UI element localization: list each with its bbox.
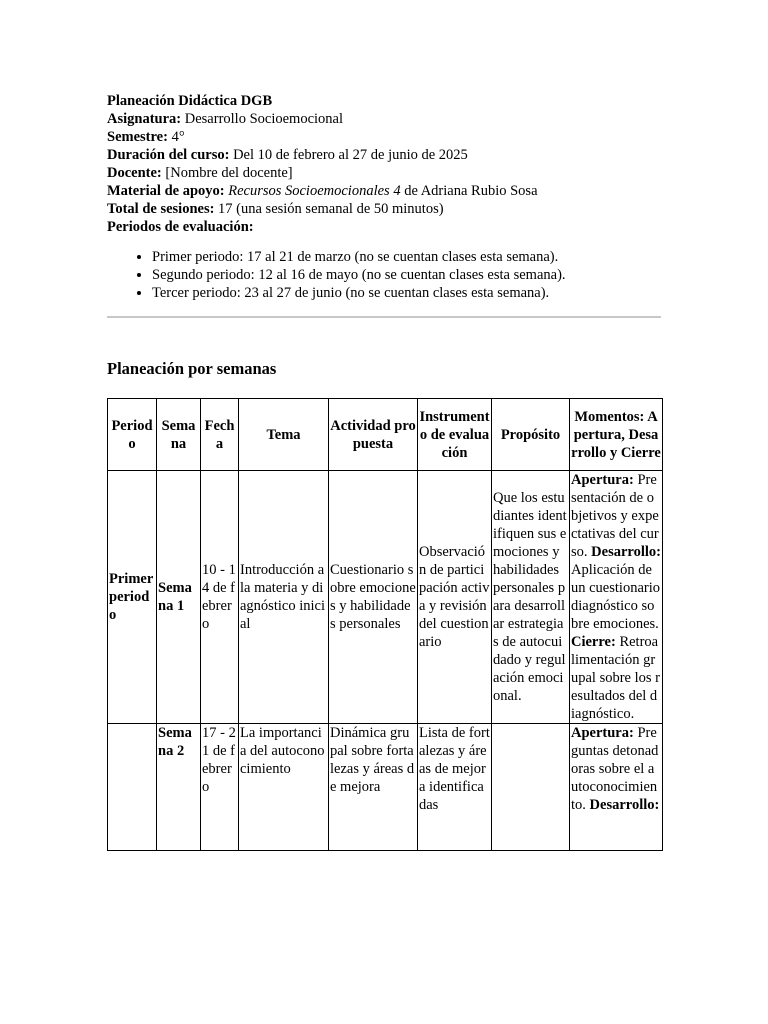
column-header-periodo: Periodo [108, 399, 157, 471]
cell-instrumento: Observación de participación activa y revisión del cuestionario [418, 471, 492, 724]
periodos-list [107, 248, 663, 302]
cell-fecha: 17 - 21 de febrero [201, 724, 239, 851]
cell-semana: Semana 1 [157, 471, 201, 724]
docente-line [107, 164, 663, 182]
planning-table [107, 398, 663, 851]
apertura-label: Apertura: [571, 472, 634, 488]
semestre-line [107, 128, 663, 146]
cell-semana: Semana 2 [157, 724, 201, 851]
sesiones-label: Total de sesiones: [107, 201, 215, 217]
asignatura-line [107, 110, 663, 128]
material-title: Recursos Socioemocionales 4 [224, 183, 401, 199]
docente-label: Docente: [107, 165, 162, 181]
document-title: Planeación Didáctica DGB [107, 93, 273, 109]
periodos-label: Periodos de evaluación: [107, 219, 254, 235]
list-item: • Tercer periodo: 23 al 27 de junio (no se cuentan clases esta semana). [152, 284, 663, 302]
apertura-label: Apertura: [571, 725, 634, 741]
cierre-text: Retroalimentación grupal sobre los resultados del diagnóstico. [571, 634, 660, 722]
material-label: Material de apoyo: [107, 183, 225, 199]
sesiones-value: 17 (una sesión semanal de 50 minutos) [214, 201, 444, 217]
docente-value: [Nombre del docente] [161, 165, 293, 181]
duracion-value: Del 10 de febrero al 27 de junio de 2025 [229, 147, 468, 163]
apertura-text: Presentación de objetivos y expectativas del curso. [571, 472, 659, 560]
section-divider [107, 316, 661, 318]
column-header-fecha: Fecha [201, 399, 239, 471]
duracion-line [107, 146, 663, 164]
column-header-instrumento: Instrumento de evaluación [418, 399, 492, 471]
table-row [108, 724, 663, 851]
cell-actividad: Cuestionario sobre emociones y habilidades personales [329, 471, 418, 724]
asignatura-value: Desarrollo Socioemocional [181, 111, 343, 127]
cierre-label: Cierre: [571, 634, 616, 650]
document-header [107, 92, 663, 302]
sesiones-line [107, 200, 663, 218]
cell-fecha: 10 - 14 de febrero [201, 471, 239, 724]
table-header-row [108, 399, 663, 471]
cell-momentos [570, 471, 663, 724]
section-title: Planeación por semanas [107, 359, 277, 378]
desarrollo-label: Desarrollo: [589, 797, 660, 813]
desarrollo-text: Aplicación de un cuestionario diagnóstico sobre emociones. [571, 562, 660, 632]
column-header-semana: Semana [157, 399, 201, 471]
desarrollo-label: Desarrollo: [591, 544, 661, 560]
material-author: de Adriana Rubio Sosa [400, 183, 538, 199]
cell-tema: Introducción a la materia y diagnóstico inicial [239, 471, 329, 724]
asignatura-label: Asignatura: [107, 111, 182, 127]
column-header-proposito: Propósito [492, 399, 570, 471]
cell-proposito: Que los estudiantes identifiquen sus emociones y habilidades personales para desarrollar estrategias de autocuidado y regulación emocional. [492, 471, 570, 724]
cell-periodo: Primer periodo [108, 471, 157, 724]
table-row [108, 471, 663, 724]
column-header-actividad: Actividad propuesta [329, 399, 418, 471]
material-line [107, 182, 663, 200]
apertura-text: Preguntas detonadoras sobre el autoconocimiento. [571, 725, 659, 813]
semestre-value: 4° [167, 129, 185, 145]
list-item: • Primer periodo: 17 al 21 de marzo (no se cuentan clases esta semana). [152, 248, 663, 266]
column-header-momentos: Momentos: Apertura, Desarrollo y Cierre [570, 399, 663, 471]
cell-instrumento: Lista de fortalezas y áreas de mejora identificadas [418, 724, 492, 851]
cell-tema: La importancia del autoconocimiento [239, 724, 329, 851]
cell-actividad: Dinámica grupal sobre fortalezas y áreas de mejora [329, 724, 418, 851]
duracion-label: Duración del curso: [107, 147, 230, 163]
cell-proposito [492, 724, 570, 851]
semestre-label: Semestre: [107, 129, 168, 145]
cell-periodo [108, 724, 157, 851]
column-header-tema: Tema [239, 399, 329, 471]
list-item: • Segundo periodo: 12 al 16 de mayo (no se cuentan clases esta semana). [152, 266, 663, 284]
cell-momentos [570, 724, 663, 851]
